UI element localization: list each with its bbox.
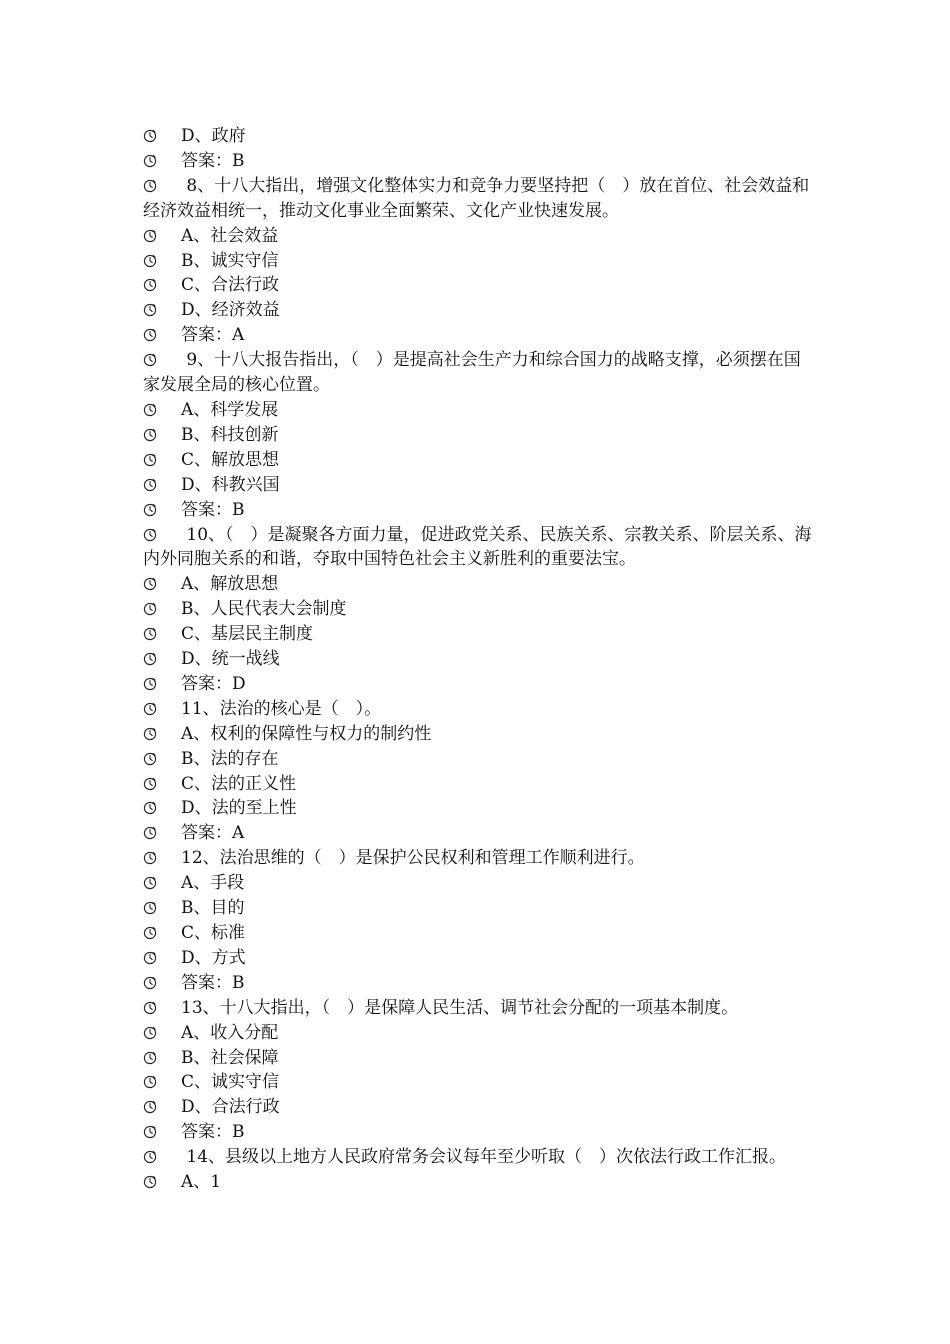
item-text: D、政府 (181, 126, 246, 146)
list-item (143, 448, 813, 473)
item-text: B、人民代表大会制度 (181, 599, 347, 620)
list-item (143, 747, 813, 772)
list-item (143, 1095, 813, 1120)
clock-bullet-icon (143, 846, 159, 871)
list-item (143, 796, 813, 821)
list-item (143, 249, 813, 274)
list-item (143, 1145, 813, 1170)
item-text: A、收入分配 (181, 1022, 279, 1043)
clock-bullet-icon (143, 1021, 159, 1046)
list-item (143, 1170, 813, 1195)
list-item (143, 398, 813, 423)
clock-bullet-icon (143, 971, 159, 996)
item-text: C、法的正义性 (181, 773, 297, 794)
clock-bullet-icon (143, 498, 159, 523)
item-text: 答案：A (181, 325, 245, 346)
list-item (143, 224, 813, 249)
clock-bullet-icon (143, 124, 159, 149)
clock-bullet-icon (143, 647, 159, 672)
clock-bullet-icon (143, 871, 159, 896)
item-text: 答案：D (181, 673, 246, 694)
list-item (143, 971, 813, 996)
item-text: B、科技创新 (181, 424, 279, 445)
list-item (143, 871, 813, 896)
item-text: D、统一战线 (181, 649, 280, 670)
item-text: C、诚实守信 (181, 1072, 280, 1093)
clock-bullet-icon (143, 423, 159, 448)
item-text: B、诚实守信 (181, 250, 279, 271)
item-text: D、合法行政 (181, 1097, 280, 1118)
clock-bullet-icon (143, 473, 159, 498)
list-item (143, 921, 813, 946)
list-item (143, 1046, 813, 1071)
list-item (143, 1021, 813, 1046)
item-text: 答案：B (181, 1122, 245, 1143)
list-item (143, 697, 813, 722)
list-item (143, 722, 813, 747)
item-text: B、社会保障 (181, 1047, 279, 1068)
item-text: D、方式 (181, 947, 246, 968)
list-item (143, 597, 813, 622)
clock-bullet-icon (143, 1120, 159, 1145)
list-item (143, 946, 813, 971)
clock-bullet-icon (143, 398, 159, 423)
item-text: A、1 (181, 1172, 222, 1193)
clock-bullet-icon (143, 572, 159, 597)
list-item (143, 323, 813, 348)
list-item (143, 647, 813, 672)
clock-bullet-icon (143, 323, 159, 348)
item-text: A、手段 (181, 873, 245, 894)
clock-bullet-icon (143, 1095, 159, 1120)
clock-bullet-icon (143, 224, 159, 249)
clock-bullet-icon (143, 946, 159, 971)
item-text: D、经济效益 (181, 300, 280, 321)
item-text: A、权利的保障性与权力的制约性 (181, 723, 432, 744)
item-text: C、基层民主制度 (181, 624, 314, 645)
clock-bullet-icon (143, 597, 159, 622)
list-item (143, 473, 813, 498)
list-item (143, 523, 813, 573)
item-text: A、社会效益 (181, 225, 279, 246)
item-text: B、目的 (181, 898, 245, 919)
clock-bullet-icon (143, 622, 159, 647)
item-text: 9、十八大报告指出，（ ）是提高社会生产力和综合国力的战略支撑，必须摆在国家发展全局的核心位置。 (143, 350, 801, 396)
item-text: C、解放思想 (181, 449, 280, 470)
clock-bullet-icon (143, 523, 159, 548)
item-text: 8、十八大指出，增强文化整体实力和竞争力要坚持把（ ）放在首位、社会效益和经济效益相统一，推动文化事业全面繁荣、文化产业快速发展。 (143, 175, 810, 221)
list-item (143, 348, 813, 398)
list-item (143, 423, 813, 448)
item-text: A、解放思想 (181, 574, 279, 595)
item-text: 14、县级以上地方人民政府常务会议每年至少听取（ ）次依法行政工作汇报。 (186, 1147, 787, 1168)
item-text: B、法的存在 (181, 748, 279, 769)
list-item (143, 572, 813, 597)
list-item (143, 622, 813, 647)
clock-bullet-icon (143, 249, 159, 274)
clock-bullet-icon (143, 1046, 159, 1071)
list-item (143, 149, 813, 174)
list-item (143, 1120, 813, 1145)
clock-bullet-icon (143, 273, 159, 298)
list-item (143, 498, 813, 523)
clock-bullet-icon (143, 149, 159, 174)
clock-bullet-icon (143, 896, 159, 921)
clock-bullet-icon (143, 672, 159, 697)
clock-bullet-icon (143, 796, 159, 821)
clock-bullet-icon (143, 298, 159, 323)
clock-bullet-icon (143, 448, 159, 473)
list-item (143, 1070, 813, 1095)
clock-bullet-icon (143, 772, 159, 797)
list-item (143, 772, 813, 797)
item-text: 12、法治思维的（ ）是保护公民权利和管理工作顺利进行。 (181, 848, 645, 869)
item-text: A、科学发展 (181, 399, 279, 420)
list-item (143, 996, 813, 1021)
item-text: D、法的至上性 (181, 798, 297, 819)
list-item (143, 821, 813, 846)
clock-bullet-icon (143, 1070, 159, 1095)
list-item (143, 896, 813, 921)
item-text: 13、十八大指出，（ ）是保障人民生活、调节社会分配的一项基本制度。 (181, 997, 739, 1018)
item-text: 11、法治的核心是（ ）。 (181, 698, 382, 719)
list-item (143, 124, 813, 149)
item-text: 10、（ ）是凝聚各方面力量，促进政党关系、民族关系、宗教关系、阶层关系、海内外同胞关系的和谐，夺取中国特色社会主义新胜利的重要法宝。 (143, 524, 812, 570)
clock-bullet-icon (143, 747, 159, 772)
list-item (143, 273, 813, 298)
list-item (143, 846, 813, 871)
list-item (143, 174, 813, 224)
clock-bullet-icon (143, 697, 159, 722)
item-text: C、标准 (181, 923, 246, 943)
clock-bullet-icon (143, 1145, 159, 1170)
document-page (143, 124, 813, 1195)
list-item (143, 298, 813, 323)
item-text: 答案：B (181, 499, 245, 520)
clock-bullet-icon (143, 174, 159, 199)
list-item (143, 672, 813, 697)
clock-bullet-icon (143, 921, 159, 946)
clock-bullet-icon (143, 821, 159, 846)
item-text: D、科教兴国 (181, 474, 280, 495)
clock-bullet-icon (143, 996, 159, 1021)
item-text: 答案：B (181, 972, 245, 993)
clock-bullet-icon (143, 348, 159, 373)
item-text: C、合法行政 (181, 275, 280, 296)
clock-bullet-icon (143, 722, 159, 747)
item-text: 答案：B (181, 150, 245, 171)
clock-bullet-icon (143, 1170, 159, 1195)
item-text: 答案：A (181, 823, 245, 844)
